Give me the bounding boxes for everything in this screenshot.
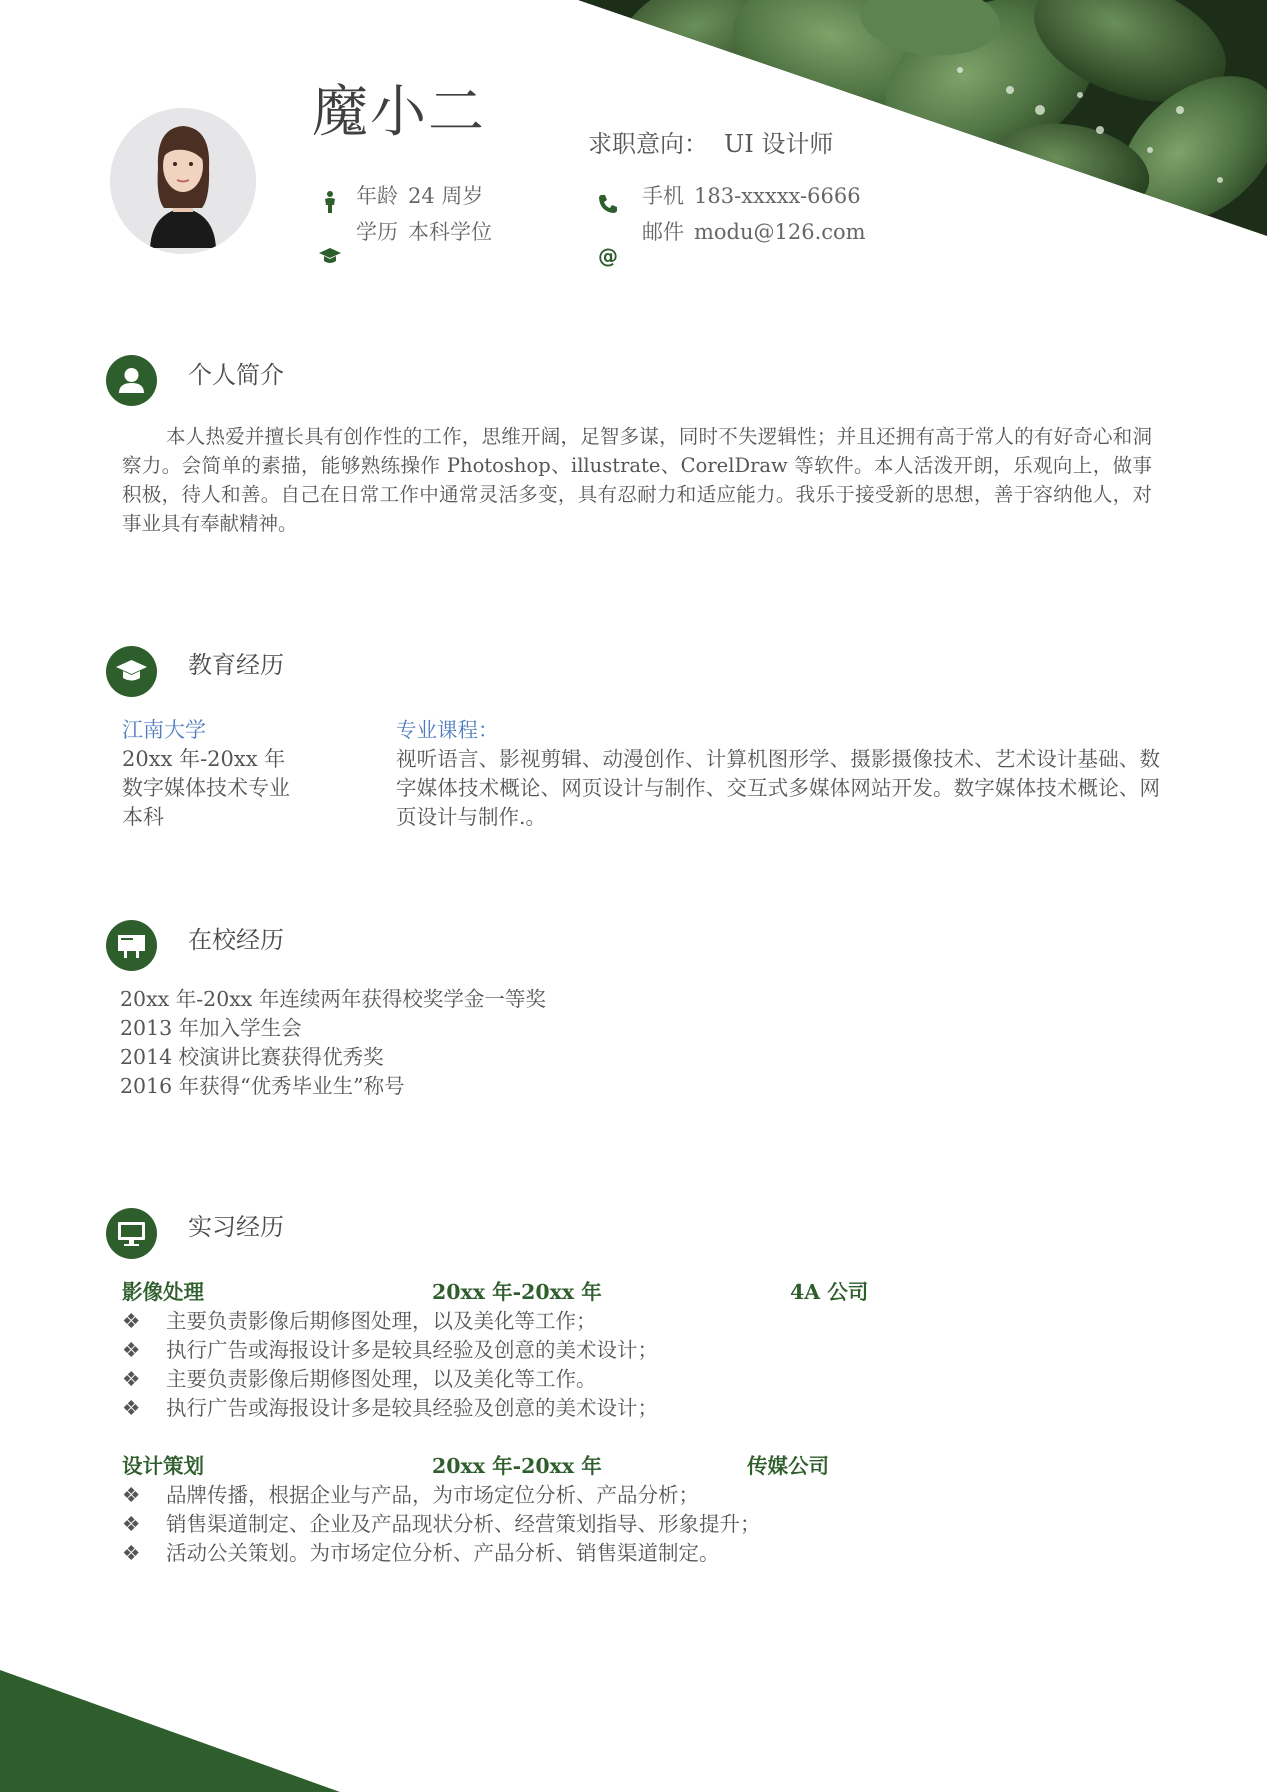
education-info [356,218,492,246]
duty-text: 主要负责影像后期修图处理，以及美化等工作； [166,1309,597,1333]
list-item: 2016 年获得“优秀毕业生”称号 [120,1074,405,1098]
graduation-cap-icon [318,244,342,268]
courses-title: 专业课程： [396,718,499,742]
education-summary [122,716,290,832]
age-label: 年龄 [356,184,398,208]
job-2-duty-3 [122,1539,720,1568]
profile-section-title: 个人简介 [188,361,284,389]
user-icon [106,355,157,406]
education-major: 数字媒体技术专业 [122,776,290,800]
campus-section-icon [106,920,157,971]
bullet-diamond-icon: ❖ [122,1309,141,1333]
education-level-value: 本科学位 [408,220,492,244]
education-period: 20xx 年-20xx 年 [122,747,286,771]
phone-icon [596,192,620,216]
list-item: 2014 校演讲比赛获得优秀奖 [120,1045,384,1069]
job-2-role: 设计策划 [122,1454,204,1478]
job-1-duty-4 [122,1394,658,1423]
job-1-duty-3 [122,1365,597,1394]
job-2-period: 20xx 年-20xx 年 [432,1454,602,1478]
bullet-diamond-icon: ❖ [122,1396,141,1420]
graduation-cap-icon [106,646,157,697]
avatar-portrait-image [110,108,256,254]
duty-text: 执行广告或海报设计多是较具经验及创意的美术设计； [166,1338,658,1362]
campus-list [120,985,546,1101]
email-info [642,218,866,246]
job-2-duty-1 [122,1481,699,1510]
profile-section-icon [106,355,157,406]
duty-text: 执行广告或海报设计多是较具经验及创意的美术设计； [166,1396,658,1420]
bullet-diamond-icon: ❖ [122,1338,141,1362]
duty-text: 销售渠道制定、企业及产品现状分析、经营策划指导、形象提升； [166,1512,761,1536]
bullet-diamond-icon: ❖ [122,1367,141,1391]
bullet-diamond-icon: ❖ [122,1483,141,1507]
job-1-duty-2 [122,1336,658,1365]
age-info [356,182,483,210]
education-section-icon [106,646,157,697]
job-1-role: 影像处理 [122,1280,204,1304]
candidate-name: 魔小二 [312,80,486,145]
bullet-diamond-icon: ❖ [122,1512,141,1536]
duty-text: 品牌传播，根据企业与产品，为市场定位分析、产品分析； [166,1483,699,1507]
phone-info [642,182,861,210]
bottom-decor-wedge [0,1670,340,1792]
duty-text: 活动公关策划。为市场定位分析、产品分析、销售渠道制定。 [166,1541,720,1565]
job-objective-label: 求职意向： [588,130,708,158]
education-level-label: 学历 [356,220,398,244]
bullet-diamond-icon: ❖ [122,1541,141,1565]
courses-text: 视听语言、影视剪辑、动漫创作、计算机图形学、摄影摄像技术、艺术设计基础、数字媒体技术概论、网页设计与制作、交互式多媒体网站开发。数字媒体技术概论、网页设计与制作.。 [396,747,1160,829]
education-degree: 本科 [122,805,164,829]
presentation-board-icon [106,920,157,971]
job-2-company: 传媒公司 [747,1454,829,1478]
job-1-period: 20xx 年-20xx 年 [432,1280,602,1304]
campus-section-title: 在校经历 [188,926,284,954]
internship-section-title: 实习经历 [188,1213,284,1241]
job-objective [588,124,833,159]
person-icon [318,190,342,214]
list-item: 20xx 年-20xx 年连续两年获得校奖学金一等奖 [120,987,546,1011]
job-objective-value: UI 设计师 [724,130,834,158]
profile-text: 本人热爱并擅长具有创作性的工作，思维开阔，足智多谋，同时不失逻辑性；并且还拥有高于常人的有好奇心和洞察力。会简单的素描，能够熟练操作 Photoshop、illustrate、CorelDraw 等软件。本人活泼开朗，乐观向上，做事积极，待人和善。自己在日常工作中通常灵活多变，具有忍耐力和适应能力。我乐于接受新的思想，善于容纳他人，对事业具有奉献精神。 [122,425,1152,535]
monitor-icon [106,1208,157,1259]
job-1-company: 4A 公司 [790,1280,869,1304]
education-courses [396,716,1160,832]
school-name: 江南大学 [122,718,206,742]
phone-value: 183-xxxxx-6666 [694,184,861,208]
phone-label: 手机 [642,184,684,208]
age-value: 24 周岁 [408,184,484,208]
email-label: 邮件 [642,220,684,244]
avatar [110,108,256,254]
duty-text: 主要负责影像后期修图处理，以及美化等工作。 [166,1367,597,1391]
job-2-duty-2 [122,1510,761,1539]
email-at-icon [596,244,620,268]
svg-text:@: @ [598,244,618,268]
list-item: 2013 年加入学生会 [120,1016,302,1040]
education-section-title: 教育经历 [188,651,284,679]
internship-section-icon [106,1208,157,1259]
job-1-duty-1 [122,1307,597,1336]
email-value: modu@126.com [694,220,866,244]
